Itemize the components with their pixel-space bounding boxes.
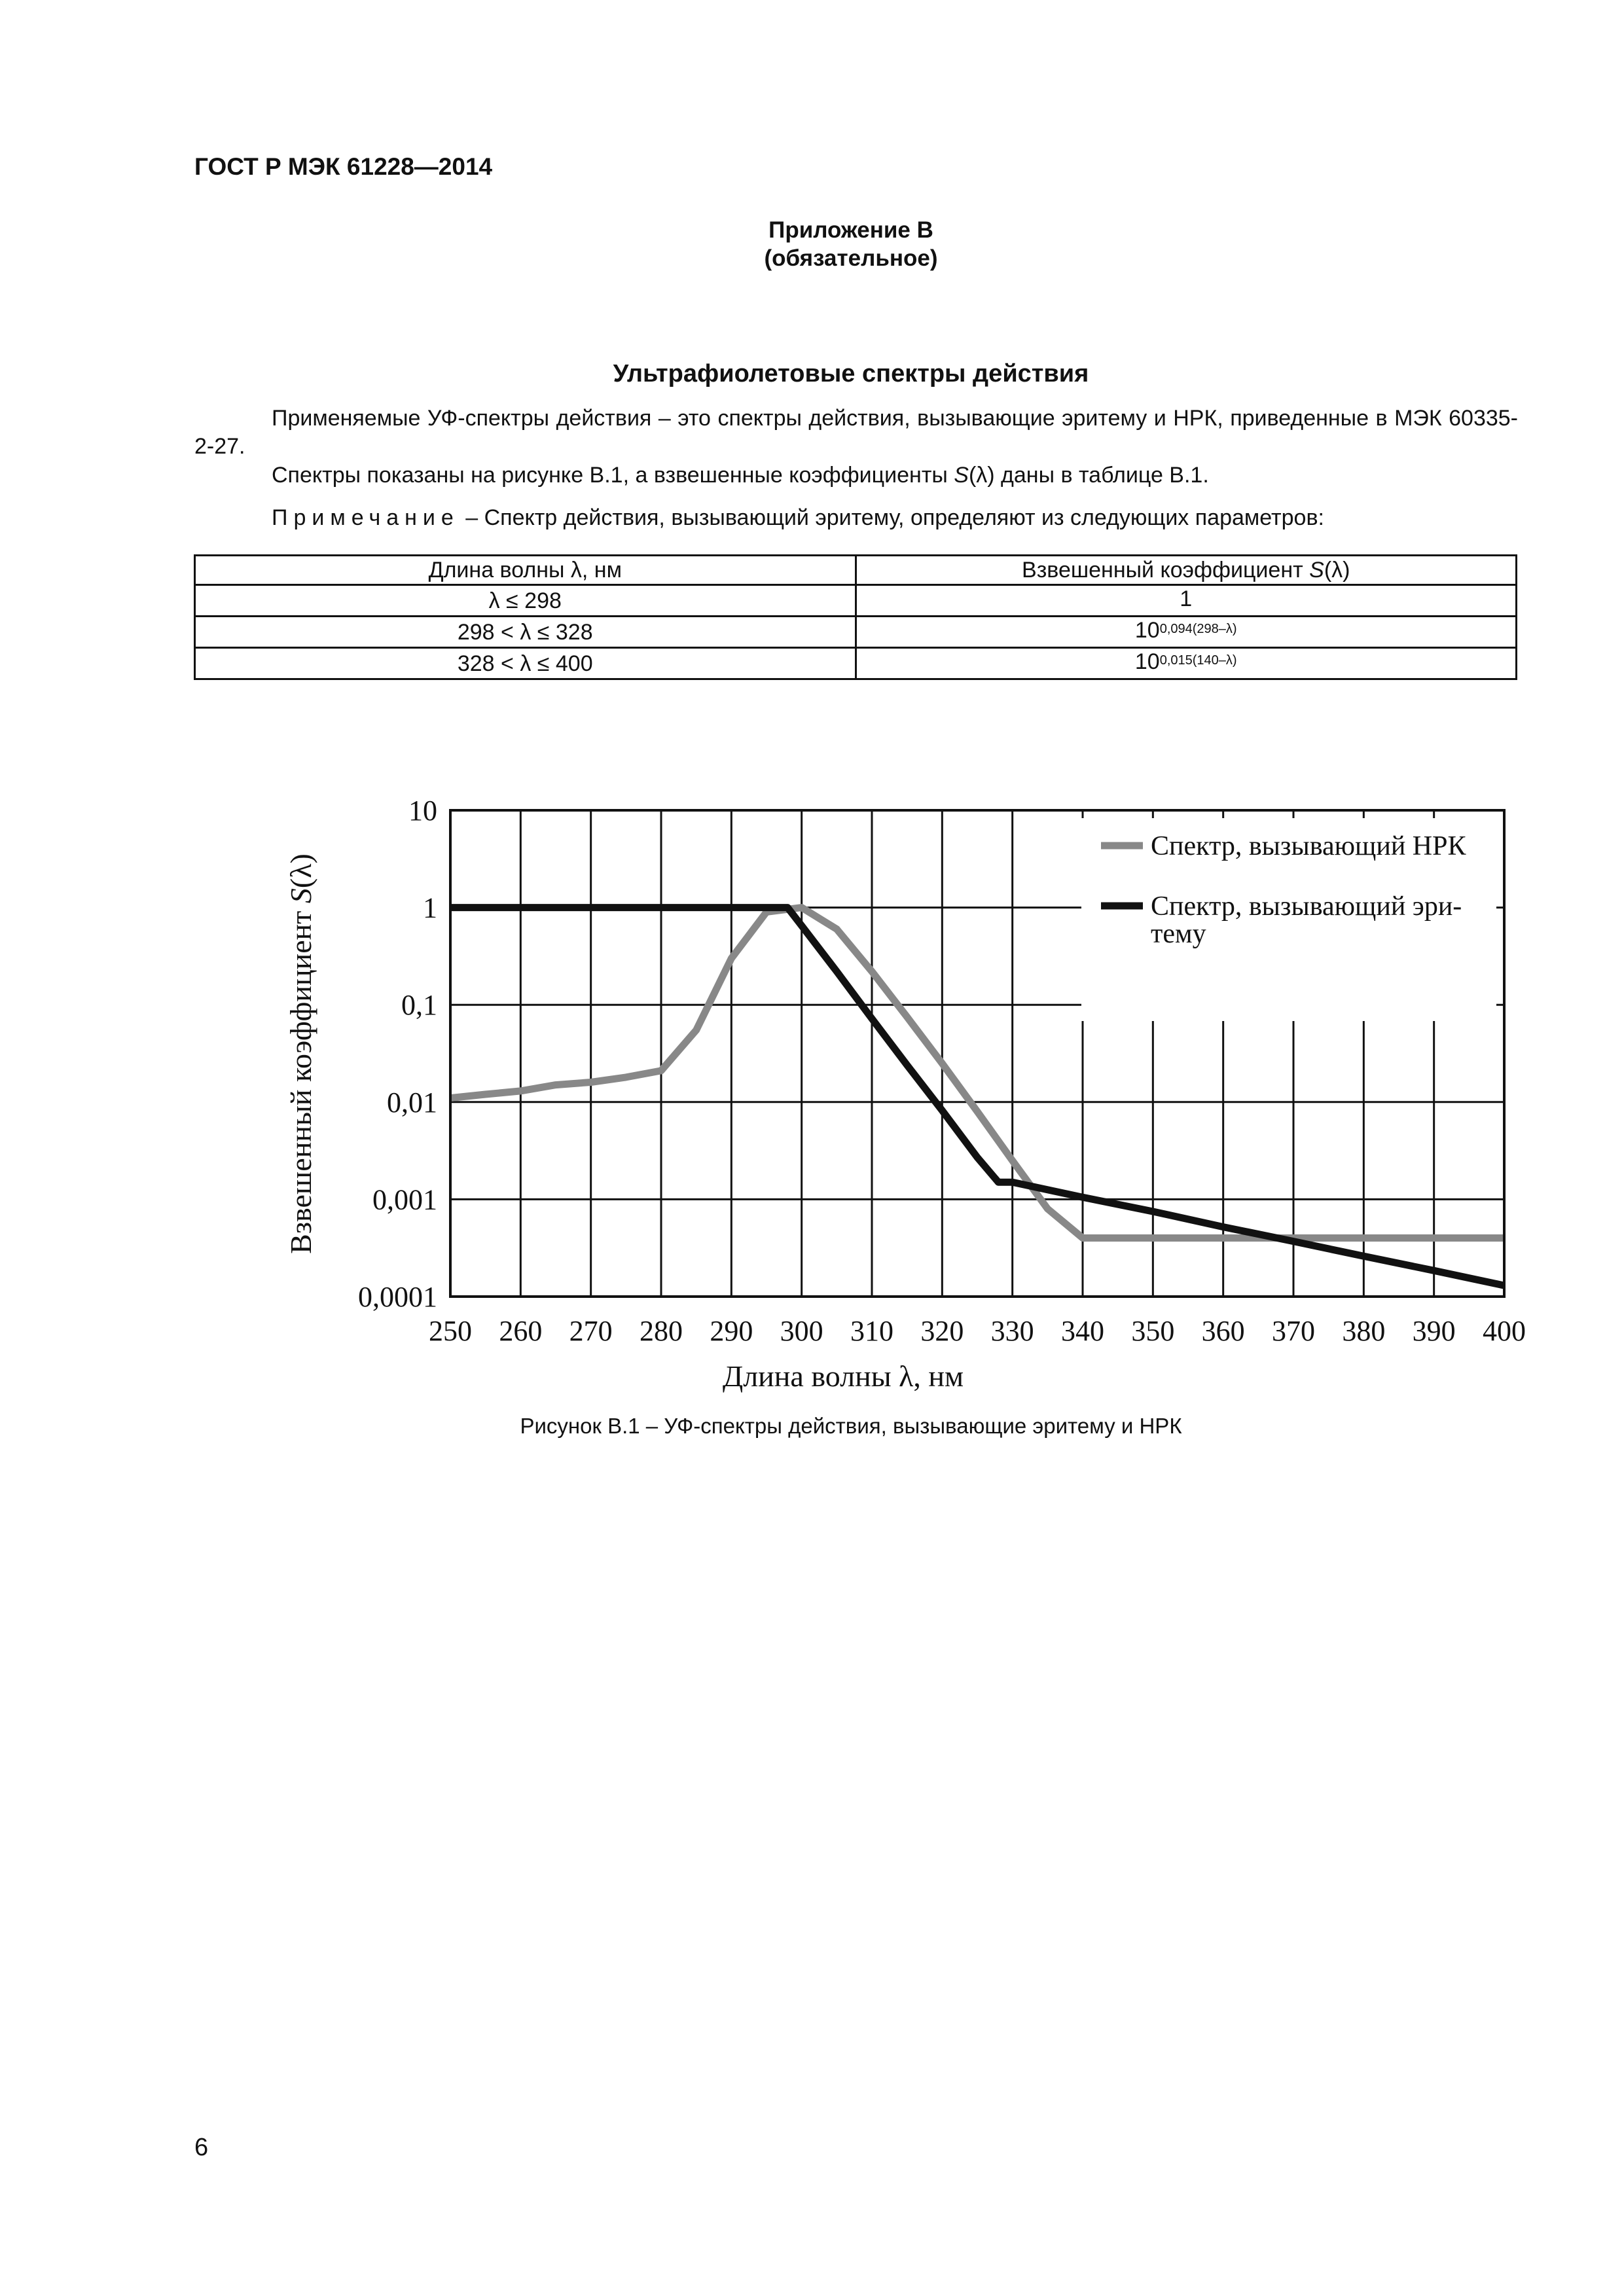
y-axis-label-part: Взвешенный коэффициент [284,903,317,1254]
y-axis-label-part: S [284,888,317,904]
coefficient-exponent: 0,015(140–λ) [1159,653,1237,668]
x-tick-label: 390 [1412,1315,1456,1347]
coefficient-base: 10 [1134,649,1160,674]
table-cell-range: 328 < λ ≤ 400 [195,648,856,679]
figure-caption: Рисунок В.1 – УФ-спектры действия, вызывающие эритему и НРК [520,1414,1182,1438]
y-axis-label [284,853,317,1254]
legend-label-2: тему [1151,919,1206,949]
y-tick-label: 0,001 [372,1183,437,1216]
legend-label-1: Спектр, вызывающий НРК [1151,831,1466,861]
paragraph-text: (λ) даны в таблице В.1. [968,463,1209,488]
note-text: – Спектр действия, вызывающий эритему, определяют из следующих параметров: [459,505,1324,530]
x-tick-label: 260 [499,1315,543,1347]
coefficient-base: 1 [1180,586,1193,611]
table-header-cell: Длина волны λ, нм [195,556,856,585]
x-tick-label: 310 [850,1315,893,1347]
page-number: 6 [194,2134,209,2161]
coefficient-exponent: 0,094(298–λ) [1159,622,1237,636]
x-tick-label: 280 [640,1315,683,1347]
x-tick-label: 350 [1131,1315,1175,1347]
document-header: ГОСТ Р МЭК 61228—2014 [194,153,493,180]
appendix-title: Приложение В [768,217,933,243]
intro-paragraph: Применяемые УФ-спектры действия – это спектры действия, вызывающие эритему и НРК, приведенные в МЭК 60335-2-27. [194,406,1518,459]
header-text: Взвешенный коэффициент [1022,558,1310,583]
note-label: Примечание [272,505,460,530]
x-tick-label: 250 [429,1315,472,1347]
header-text: (λ) [1324,558,1350,583]
y-tick-label: 1 [423,891,437,924]
paragraph-text: Спектры показаны на рисунке В.1, а взвешенные коэффициенты [272,463,954,488]
x-tick-label: 360 [1201,1315,1245,1347]
paragraph-symbol: S [954,463,969,488]
x-tick-label: 370 [1272,1315,1315,1347]
appendix-status: (обязательное) [764,245,938,271]
x-tick-label: 330 [990,1315,1034,1347]
y-tick-label: 0,01 [387,1086,437,1119]
header-symbol: S [1309,558,1324,583]
coefficient-base: 10 [1134,618,1160,643]
table-cell-range: 298 < λ ≤ 328 [195,617,856,648]
x-axis-label: Длина волны λ, нм [722,1359,964,1393]
x-tick-label: 270 [569,1315,613,1347]
x-tick-label: 380 [1342,1315,1386,1347]
y-tick-label: 0,1 [401,989,437,1022]
section-title: Ультрафиолетовые спектры действия [613,360,1089,387]
x-tick-label: 340 [1061,1315,1104,1347]
y-tick-label: 0,0001 [358,1281,437,1313]
y-axis-label-part: (λ) [284,853,317,889]
x-tick-label: 290 [710,1315,753,1347]
x-tick-label: 400 [1483,1315,1526,1347]
x-tick-label: 300 [780,1315,823,1347]
table-cell-range: λ ≤ 298 [195,585,856,617]
legend-label-2: Спектр, вызывающий эри- [1151,891,1462,922]
y-tick-label: 10 [408,795,437,827]
x-tick-label: 320 [920,1315,964,1347]
